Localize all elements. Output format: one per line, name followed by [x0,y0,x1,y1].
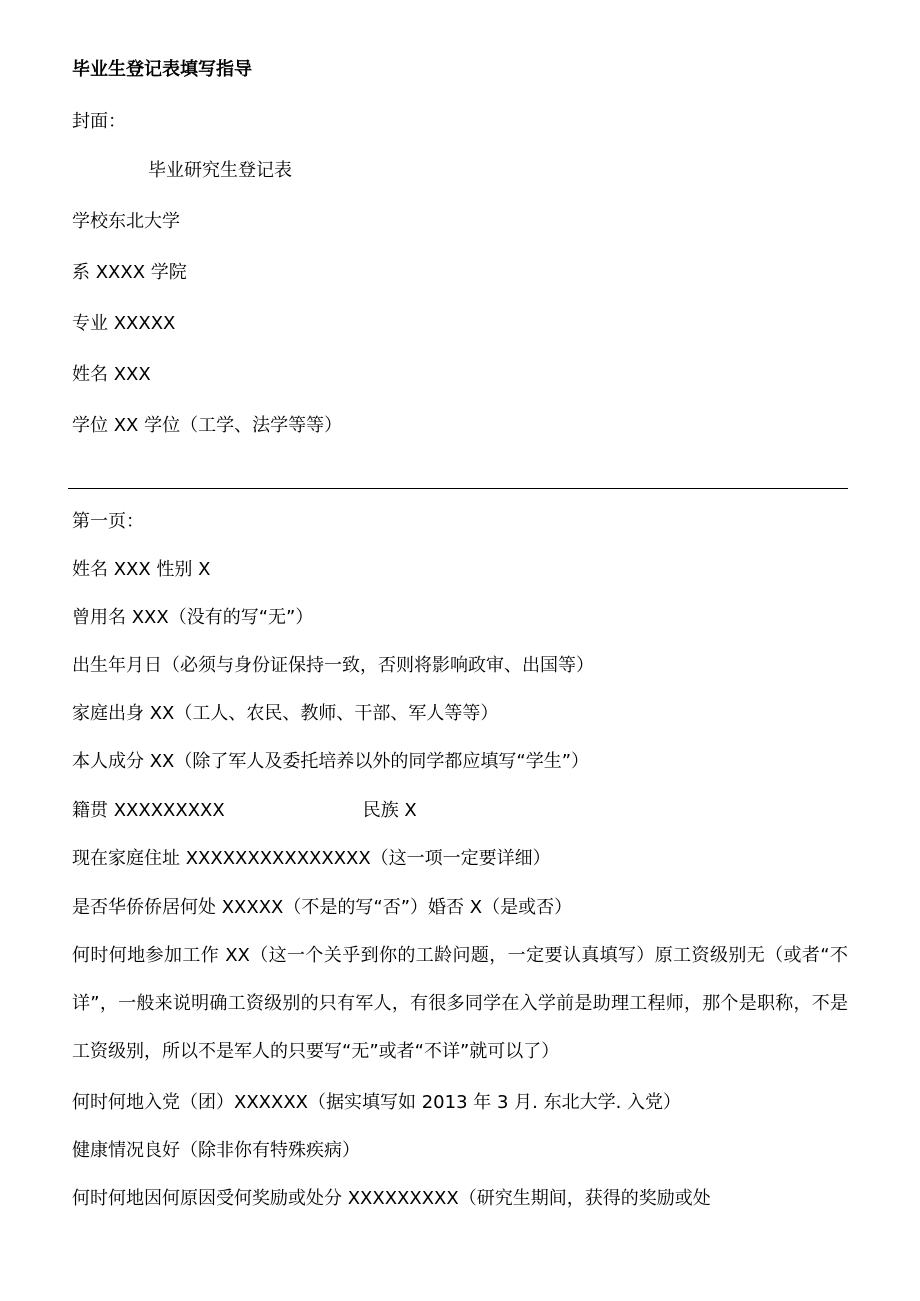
name-gender: 姓名 XXX 性别 X [72,559,211,580]
section-divider [68,488,848,489]
family-background: 家庭出身 XX（工人、农民、教师、干部、军人等等） [72,703,499,724]
cover-degree: 学位 XX 学位（工学、法学等等） [72,415,343,436]
cover-name: 姓名 XXX [72,364,151,385]
birth-date: 出生年月日（必须与身份证保持一致，否则将影响政审、出国等） [72,655,594,676]
native-place-row [72,799,417,823]
health: 健康情况良好（除非你有特殊疾病） [72,1140,360,1161]
cover-school: 学校东北大学 [72,211,180,232]
page-one-heading: 第一页： [72,511,144,532]
party-join: 何时何地入党（团）XXXXXX（据实填写如 2013 年 3 月. 东北大学. 入党） [72,1092,682,1113]
ethnicity: 民族 X [362,800,417,821]
cover-form-title: 毕业研究生登记表 [148,160,292,181]
personal-status: 本人成分 XX（除了军人及委托培养以外的同学都应填写“学生”） [72,751,590,772]
native-place: 籍贯 XXXXXXXXX [72,800,225,821]
cover-heading: 封面： [72,111,126,132]
cover-department: 系 XXXX 学院 [72,262,187,283]
cover-major: 专业 XXXXX [72,313,176,334]
former-name: 曾用名 XXX（没有的写“无”） [72,607,314,628]
work-info: 何时何地参加工作 XX（这一个关乎到你的工龄问题，一定要认真填写）原工资级别无（或者“不详”，一般来说明确工资级别的只有军人，有很多同学在入学前是助理工程师，那个是职称，不是工资级别，所以不是军人的只要写“无”或者“不详”就可以了） [72,945,848,1062]
home-address: 现在家庭住址 XXXXXXXXXXXXXXX（这一项一定要详细） [72,848,551,869]
awards: 何时何地因何原因受何奖励或处分 XXXXXXXXX（研究生期间，获得的奖励或处 [72,1188,711,1209]
overseas-marital: 是否华侨侨居何处 XXXXX（不是的写“否”）婚否 X（是或否） [72,897,573,918]
document-title: 毕业生登记表填写指导 [72,59,252,80]
